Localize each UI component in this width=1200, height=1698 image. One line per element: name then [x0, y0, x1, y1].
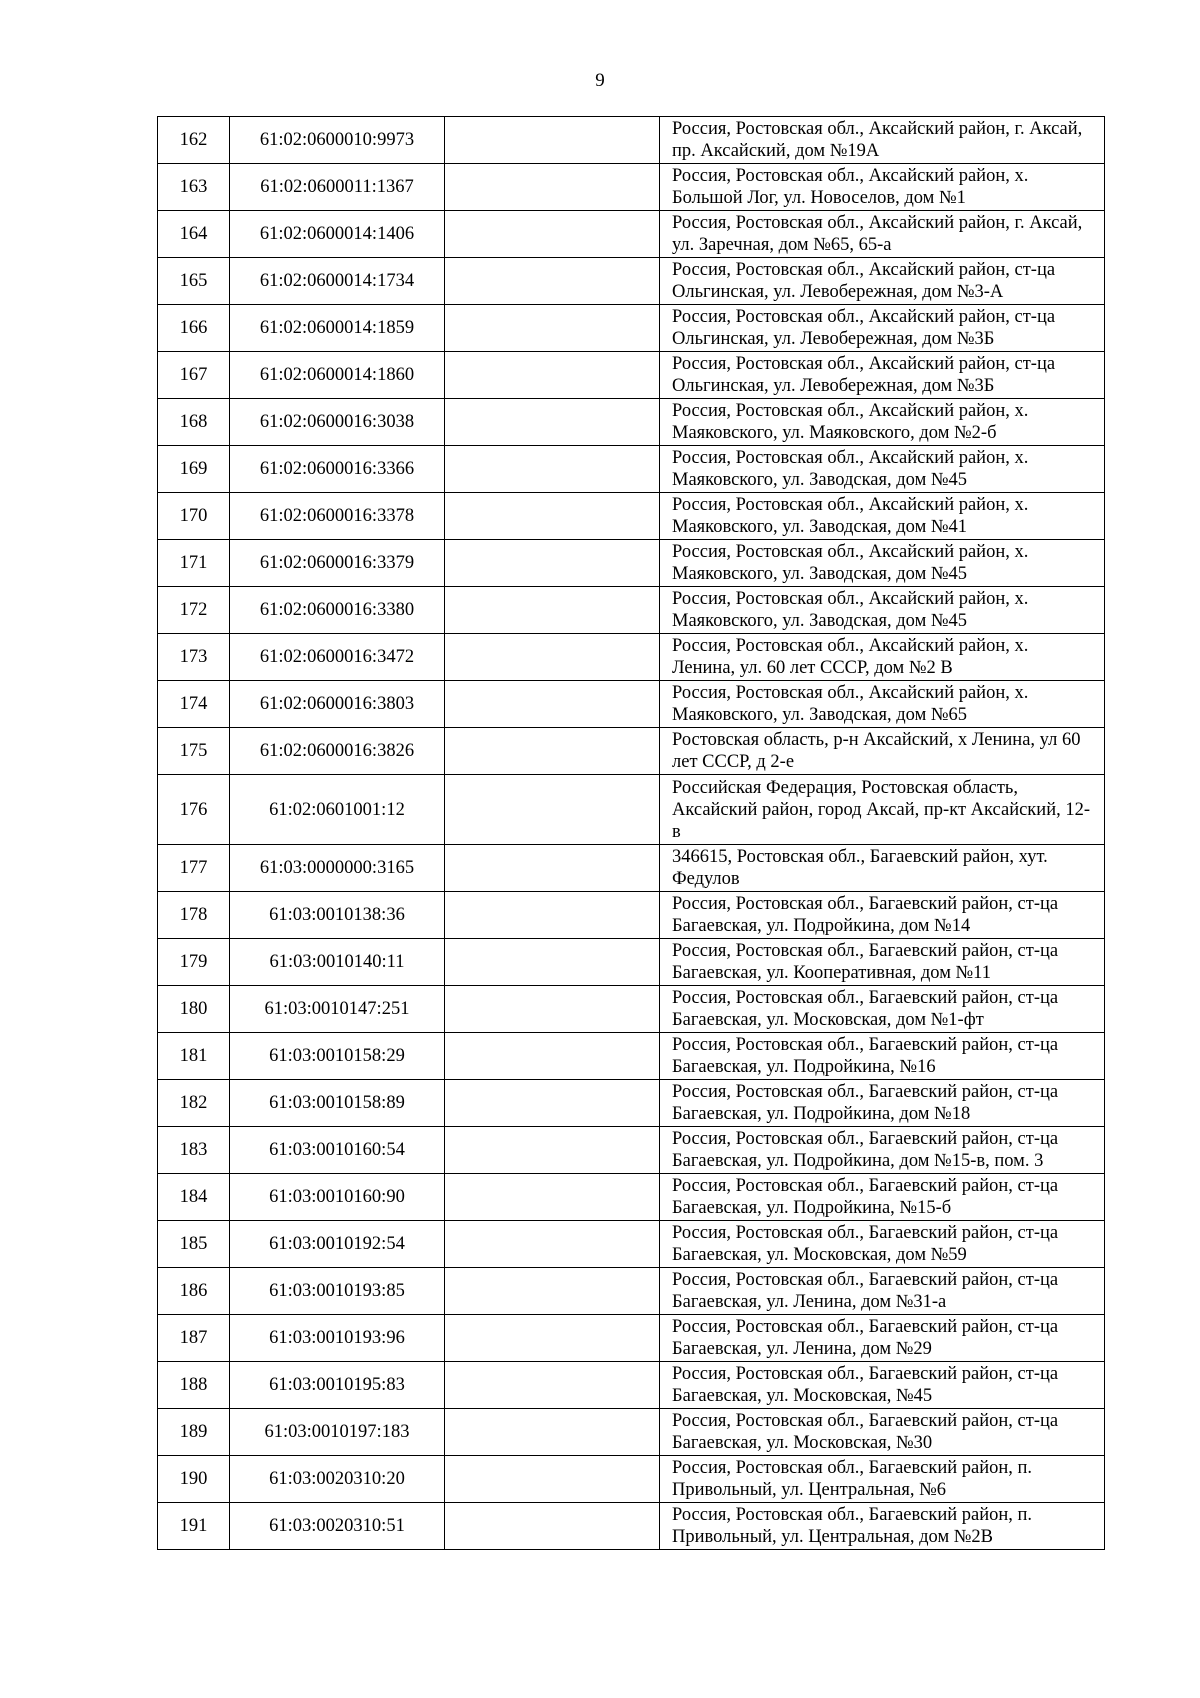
table-row — [158, 117, 1105, 164]
address-cell: Россия, Ростовская обл., Аксайский район, г. Аксай, пр. Аксайский, дом №19А — [660, 117, 1105, 164]
row-number-cell: 178 — [158, 892, 230, 939]
row-number-cell: 177 — [158, 845, 230, 892]
row-number-cell: 182 — [158, 1080, 230, 1127]
table-row — [158, 1503, 1105, 1550]
address-cell: Россия, Ростовская обл., Аксайский район, х. Маяковского, ул. Маяковского, дом №2-б — [660, 399, 1105, 446]
empty-cell — [445, 258, 660, 305]
address-cell: Россия, Ростовская обл., Багаевский район, ст-ца Багаевская, ул. Ленина, дом №29 — [660, 1315, 1105, 1362]
address-cell: Россия, Ростовская обл., Аксайский район, ст-ца Ольгинская, ул. Левобережная, дом №3Б — [660, 305, 1105, 352]
cadastral-number-cell: 61:03:0010147:251 — [230, 986, 445, 1033]
cadastral-number-cell: 61:02:0600014:1734 — [230, 258, 445, 305]
address-cell: Россия, Ростовская обл., Багаевский район, ст-ца Багаевская, ул. Подройкина, №15-б — [660, 1174, 1105, 1221]
cadastral-number-cell: 61:03:0010158:89 — [230, 1080, 445, 1127]
empty-cell — [445, 1221, 660, 1268]
empty-cell — [445, 1409, 660, 1456]
table-row — [158, 775, 1105, 845]
row-number-cell: 168 — [158, 399, 230, 446]
table-row — [158, 540, 1105, 587]
address-cell: Россия, Ростовская обл., Аксайский район, х. Маяковского, ул. Заводская, дом №65 — [660, 681, 1105, 728]
empty-cell — [445, 117, 660, 164]
empty-cell — [445, 1268, 660, 1315]
cadastral-number-cell: 61:03:0000000:3165 — [230, 845, 445, 892]
empty-cell — [445, 211, 660, 258]
empty-cell — [445, 587, 660, 634]
cadastral-number-cell: 61:03:0010138:36 — [230, 892, 445, 939]
table-row — [158, 258, 1105, 305]
row-number-cell: 191 — [158, 1503, 230, 1550]
address-cell: Россия, Ростовская обл., Аксайский район, х. Ленина, ул. 60 лет СССР, дом №2 В — [660, 634, 1105, 681]
row-number-cell: 164 — [158, 211, 230, 258]
address-cell: Россия, Ростовская обл., Аксайский район, х. Маяковского, ул. Заводская, дом №45 — [660, 540, 1105, 587]
empty-cell — [445, 1033, 660, 1080]
address-cell: Россия, Ростовская обл., Багаевский район, ст-ца Багаевская, ул. Московская, дом №59 — [660, 1221, 1105, 1268]
row-number-cell: 190 — [158, 1456, 230, 1503]
address-cell: Россия, Ростовская обл., Багаевский район, ст-ца Багаевская, ул. Подройкина, дом №14 — [660, 892, 1105, 939]
empty-cell — [445, 1362, 660, 1409]
cadastral-number-cell: 61:02:0601001:12 — [230, 775, 445, 845]
cadastral-number-cell: 61:02:0600016:3803 — [230, 681, 445, 728]
table-row — [158, 352, 1105, 399]
table-row — [158, 681, 1105, 728]
cadastral-number-cell: 61:02:0600011:1367 — [230, 164, 445, 211]
table-row — [158, 845, 1105, 892]
cadastral-number-cell: 61:03:0010195:83 — [230, 1362, 445, 1409]
row-number-cell: 189 — [158, 1409, 230, 1456]
address-cell: 346615, Ростовская обл., Багаевский район, хут. Федулов — [660, 845, 1105, 892]
address-cell: Россия, Ростовская обл., Аксайский район, г. Аксай, ул. Заречная, дом №65, 65-а — [660, 211, 1105, 258]
table-row — [158, 1315, 1105, 1362]
table-row — [158, 164, 1105, 211]
cadastral-number-cell: 61:03:0010193:96 — [230, 1315, 445, 1362]
row-number-cell: 165 — [158, 258, 230, 305]
empty-cell — [445, 493, 660, 540]
row-number-cell: 184 — [158, 1174, 230, 1221]
address-cell: Россия, Ростовская обл., Багаевский район, ст-ца Багаевская, ул. Московская, №30 — [660, 1409, 1105, 1456]
row-number-cell: 176 — [158, 775, 230, 845]
row-number-cell: 162 — [158, 117, 230, 164]
address-cell: Россия, Ростовская обл., Багаевский район, ст-ца Багаевская, ул. Подройкина, дом №15-в, пом. 3 — [660, 1127, 1105, 1174]
empty-cell — [445, 1503, 660, 1550]
cadastral-number-cell: 61:02:0600014:1860 — [230, 352, 445, 399]
empty-cell — [445, 681, 660, 728]
cadastral-number-cell: 61:03:0010192:54 — [230, 1221, 445, 1268]
table-row — [158, 1268, 1105, 1315]
address-cell: Россия, Ростовская обл., Аксайский район, х. Маяковского, ул. Заводская, дом №45 — [660, 446, 1105, 493]
row-number-cell: 169 — [158, 446, 230, 493]
empty-cell — [445, 775, 660, 845]
table-row — [158, 1409, 1105, 1456]
row-number-cell: 170 — [158, 493, 230, 540]
empty-cell — [445, 164, 660, 211]
address-cell: Ростовская область, р-н Аксайский, х Ленина, ул 60 лет СССР, д 2-е — [660, 728, 1105, 775]
empty-cell — [445, 1127, 660, 1174]
cadastral-number-cell: 61:03:0010158:29 — [230, 1033, 445, 1080]
empty-cell — [445, 634, 660, 681]
row-number-cell: 167 — [158, 352, 230, 399]
table-row — [158, 1221, 1105, 1268]
table-row — [158, 211, 1105, 258]
address-cell: Россия, Ростовская обл., Аксайский район, ст-ца Ольгинская, ул. Левобережная, дом №3-А — [660, 258, 1105, 305]
address-cell: Россия, Ростовская обл., Аксайский район, х. Маяковского, ул. Заводская, дом №41 — [660, 493, 1105, 540]
address-cell: Россия, Ростовская обл., Багаевский район, ст-ца Багаевская, ул. Московская, дом №1-фт — [660, 986, 1105, 1033]
cadastral-number-cell: 61:02:0600016:3366 — [230, 446, 445, 493]
empty-cell — [445, 939, 660, 986]
table-row — [158, 587, 1105, 634]
empty-cell — [445, 446, 660, 493]
empty-cell — [445, 1174, 660, 1221]
empty-cell — [445, 1456, 660, 1503]
table-row — [158, 1127, 1105, 1174]
cadastral-number-cell: 61:03:0010160:90 — [230, 1174, 445, 1221]
empty-cell — [445, 1080, 660, 1127]
address-cell: Россия, Ростовская обл., Багаевский район, ст-ца Багаевская, ул. Московская, №45 — [660, 1362, 1105, 1409]
cadastral-number-cell: 61:02:0600016:3380 — [230, 587, 445, 634]
cadastral-number-cell: 61:02:0600016:3379 — [230, 540, 445, 587]
table-row — [158, 939, 1105, 986]
cadastral-number-cell: 61:03:0010193:85 — [230, 1268, 445, 1315]
address-cell: Россия, Ростовская обл., Аксайский район, ст-ца Ольгинская, ул. Левобережная, дом №3Б — [660, 352, 1105, 399]
address-cell: Россия, Ростовская обл., Багаевский район, ст-ца Багаевская, ул. Кооперативная, дом №11 — [660, 939, 1105, 986]
row-number-cell: 173 — [158, 634, 230, 681]
empty-cell — [445, 892, 660, 939]
cadastral-number-cell: 61:02:0600016:3378 — [230, 493, 445, 540]
cadastral-number-cell: 61:02:0600010:9973 — [230, 117, 445, 164]
cadastral-number-cell: 61:02:0600014:1859 — [230, 305, 445, 352]
row-number-cell: 179 — [158, 939, 230, 986]
row-number-cell: 186 — [158, 1268, 230, 1315]
table-row — [158, 986, 1105, 1033]
cadastral-number-cell: 61:02:0600016:3826 — [230, 728, 445, 775]
empty-cell — [445, 845, 660, 892]
table-row — [158, 728, 1105, 775]
address-cell: Россия, Ростовская обл., Багаевский район, п. Привольный, ул. Центральная, дом №2В — [660, 1503, 1105, 1550]
empty-cell — [445, 728, 660, 775]
row-number-cell: 171 — [158, 540, 230, 587]
empty-cell — [445, 399, 660, 446]
property-table — [157, 116, 1105, 1550]
empty-cell — [445, 1315, 660, 1362]
cadastral-number-cell: 61:02:0600016:3038 — [230, 399, 445, 446]
row-number-cell: 180 — [158, 986, 230, 1033]
table-row — [158, 1456, 1105, 1503]
table-row — [158, 1362, 1105, 1409]
row-number-cell: 181 — [158, 1033, 230, 1080]
empty-cell — [445, 540, 660, 587]
cadastral-number-cell: 61:02:0600016:3472 — [230, 634, 445, 681]
row-number-cell: 185 — [158, 1221, 230, 1268]
address-cell: Россия, Ростовская обл., Багаевский район, ст-ца Багаевская, ул. Подройкина, №16 — [660, 1033, 1105, 1080]
address-cell: Россия, Ростовская обл., Багаевский район, п. Привольный, ул. Центральная, №6 — [660, 1456, 1105, 1503]
address-cell: Россия, Ростовская обл., Багаевский район, ст-ца Багаевская, ул. Подройкина, дом №18 — [660, 1080, 1105, 1127]
cadastral-number-cell: 61:02:0600014:1406 — [230, 211, 445, 258]
empty-cell — [445, 986, 660, 1033]
table-row — [158, 446, 1105, 493]
table-row — [158, 1080, 1105, 1127]
row-number-cell: 166 — [158, 305, 230, 352]
cadastral-number-cell: 61:03:0010160:54 — [230, 1127, 445, 1174]
cadastral-number-cell: 61:03:0010140:11 — [230, 939, 445, 986]
row-number-cell: 183 — [158, 1127, 230, 1174]
address-cell: Россия, Ростовская обл., Аксайский район, х. Маяковского, ул. Заводская, дом №45 — [660, 587, 1105, 634]
table-row — [158, 399, 1105, 446]
empty-cell — [445, 305, 660, 352]
row-number-cell: 175 — [158, 728, 230, 775]
table-row — [158, 892, 1105, 939]
cadastral-number-cell: 61:03:0020310:51 — [230, 1503, 445, 1550]
cadastral-number-cell: 61:03:0010197:183 — [230, 1409, 445, 1456]
table-row — [158, 305, 1105, 352]
row-number-cell: 188 — [158, 1362, 230, 1409]
row-number-cell: 174 — [158, 681, 230, 728]
empty-cell — [445, 352, 660, 399]
address-cell: Российская Федерация, Ростовская область, Аксайский район, город Аксай, пр-кт Аксайский, 12-в — [660, 775, 1105, 845]
table-row — [158, 1174, 1105, 1221]
row-number-cell: 172 — [158, 587, 230, 634]
row-number-cell: 187 — [158, 1315, 230, 1362]
page-number: 9 — [595, 70, 605, 91]
address-cell: Россия, Ростовская обл., Багаевский район, ст-ца Багаевская, ул. Ленина, дом №31-а — [660, 1268, 1105, 1315]
table-body — [158, 117, 1105, 1550]
address-cell: Россия, Ростовская обл., Аксайский район, х. Большой Лог, ул. Новоселов, дом №1 — [660, 164, 1105, 211]
table-row — [158, 493, 1105, 540]
table-row — [158, 634, 1105, 681]
table-row — [158, 1033, 1105, 1080]
row-number-cell: 163 — [158, 164, 230, 211]
cadastral-number-cell: 61:03:0020310:20 — [230, 1456, 445, 1503]
